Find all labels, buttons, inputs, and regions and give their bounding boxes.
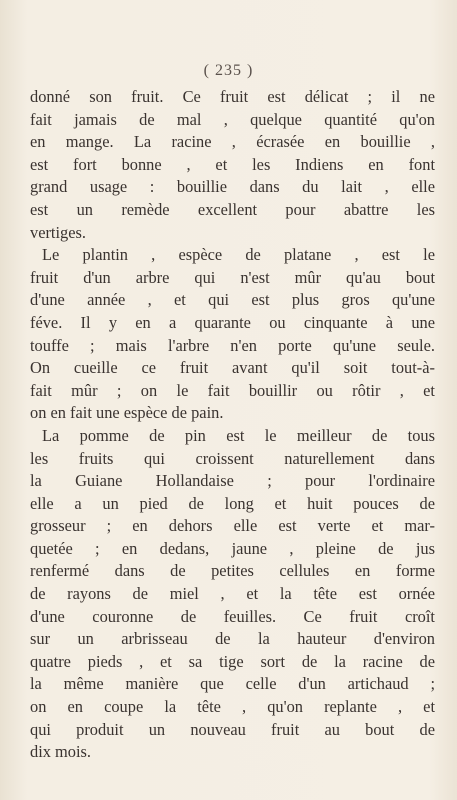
text-line: d'une année , et qui est plus gros qu'une bbox=[30, 290, 435, 310]
text-line: fait jamais de mal , quelque quantité qu'on bbox=[30, 109, 435, 129]
text-line: elle a un pied de long et huit pouces de bbox=[30, 493, 435, 513]
text-line: on en coupe la tête , qu'on replante , et bbox=[30, 697, 435, 717]
text-line: quatre pieds , et sa tige sort de la racine de bbox=[30, 651, 435, 671]
text-line: la Guiane Hollandaise ; pour l'ordinaire bbox=[30, 471, 435, 491]
text-line: quetée ; en dedans, jaune , pleine de jus bbox=[30, 538, 435, 558]
text-line: donné son fruit. Ce fruit est délicat ; il ne bbox=[30, 87, 435, 106]
text-line: renfermé dans de petites cellules en forme bbox=[30, 561, 435, 581]
text-line: fait mûr ; on le fait bouillir ou rôtir , et bbox=[30, 380, 435, 400]
text-line: est fort bonne , et les Indiens en font bbox=[30, 154, 435, 174]
text-line: en mange. La racine , écrasée en bouillie , bbox=[30, 132, 435, 152]
text-line: sur un arbrisseau de la hauteur d'environ bbox=[30, 629, 435, 649]
text-line: La pomme de pin est le meilleur de tous bbox=[42, 425, 435, 445]
text-line: On cueille ce fruit avant qu'il soit tout-à- bbox=[30, 358, 435, 378]
text-line: féve. Il y en a quarante ou cinquante à une bbox=[30, 312, 435, 332]
text-line: grand usage : bouillie dans du lait , elle bbox=[30, 177, 435, 197]
text-line: vertiges. bbox=[30, 222, 86, 242]
text-line: on en fait une espèce de pain. bbox=[30, 403, 224, 423]
text-line: qui produit un nouveau fruit au bout de bbox=[30, 719, 435, 739]
text-line: les fruits qui croissent naturellement dans bbox=[30, 448, 435, 468]
text-line: la même manière que celle d'un artichaud ; bbox=[30, 674, 435, 694]
text-line: fruit d'un arbre qui n'est mûr qu'au bout bbox=[30, 267, 435, 287]
text-line: est un remède excellent pour abattre les bbox=[30, 199, 435, 219]
text-line: Le plantin , espèce de platane , est le bbox=[42, 245, 435, 265]
text-line: d'une couronne de feuilles. Ce fruit croît bbox=[30, 606, 435, 626]
text-line: grosseur ; en dehors elle est verte et mar- bbox=[30, 516, 435, 536]
text-line: de rayons de miel , et la tête est ornée bbox=[30, 584, 435, 604]
text-line: dix mois. bbox=[30, 742, 92, 762]
page-number: ( 235 ) bbox=[203, 62, 254, 79]
text-line: touffe ; mais l'arbre n'en porte qu'une seule. bbox=[30, 335, 435, 355]
body-text bbox=[30, 86, 435, 764]
